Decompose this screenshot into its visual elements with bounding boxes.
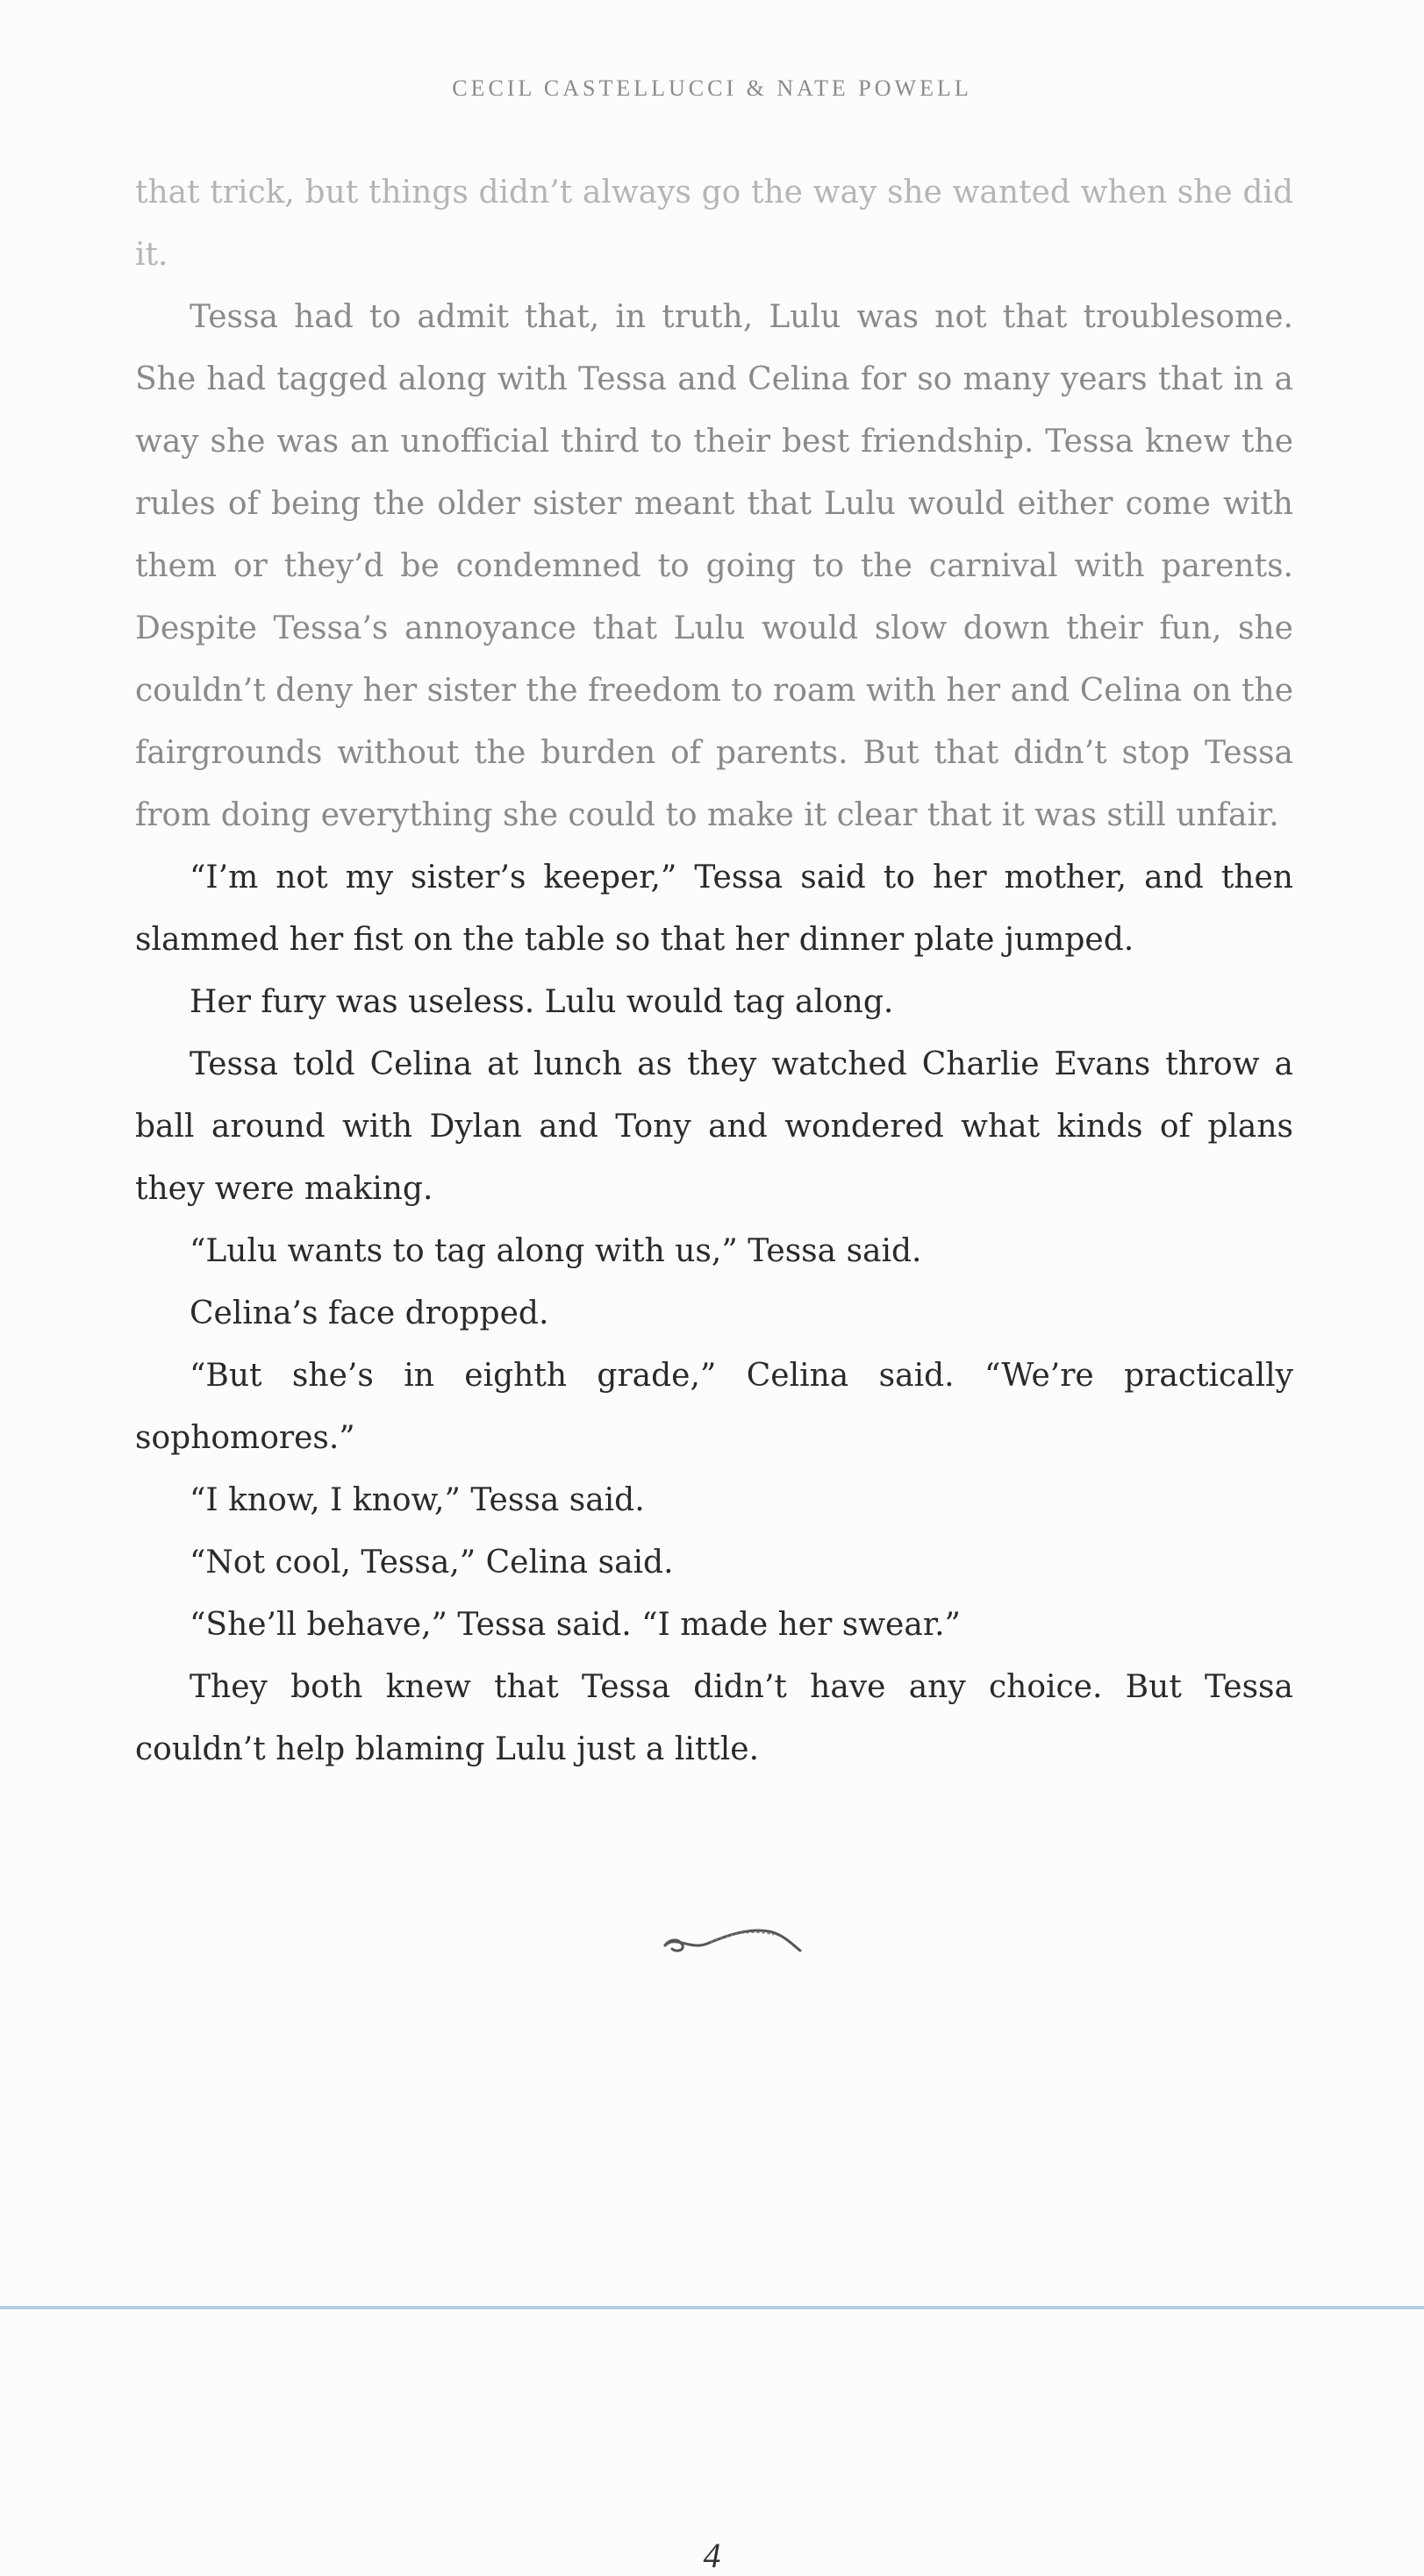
running-head: CECIL CASTELLUCCI & NATE POWELL <box>452 75 972 101</box>
paragraph-3: “I’m not my sister’s keeper,” Tessa said to her mother, and then slammed her fist on the table so that her dinner plate jumped. <box>135 860 1293 958</box>
body-text <box>135 161 1293 1780</box>
paragraph-4: Her fury was useless. Lulu would tag along. <box>190 984 894 1020</box>
paragraph-11: “She’ll behave,” Tessa said. “I made her swear.” <box>190 1607 961 1643</box>
page-number: 4 <box>703 2536 721 2575</box>
paragraph-8: “But she’s in eighth grade,” Celina said. “We’re practically sophomores.” <box>135 1358 1293 1456</box>
paragraph-12: They both knew that Tessa didn’t have any choice. But Tessa couldn’t help blaming Lulu just a little. <box>135 1669 1293 1767</box>
paragraph-5: Tessa told Celina at lunch as they watched Charlie Evans throw a ball around with Dylan and Tony and wondered what kinds of plans they were making. <box>135 1046 1293 1207</box>
paragraph-1: that trick, but things didn’t always go the way she wanted when she did it. <box>135 175 1293 273</box>
paragraph-7: Celina’s face dropped. <box>190 1295 549 1331</box>
paragraph-9: “I know, I know,” Tessa said. <box>190 1482 645 1518</box>
swash-ornament-icon <box>658 1912 807 1965</box>
paragraph-2: Tessa had to admit that, in truth, Lulu was not that troublesome. She had tagged along with Tessa and Celina for so many years that in a way she was an unofficial third to their best friendship. Tessa knew the rules of being the older sister meant that Lulu would either come with them or they’d be condemned to going to the carnival with parents. Despite Tessa’s annoyance that Lulu would slow down their fun, she couldn’t deny her sister the freedom to roam with her and Celina on the fairgrounds without the burden of parents. But that didn’t stop Tessa from doing everything she could to make it clear that it was still unfair. <box>135 299 1293 833</box>
paragraph-10: “Not cool, Tessa,” Celina said. <box>190 1545 674 1581</box>
paragraph-6: “Lulu wants to tag along with us,” Tessa said. <box>190 1233 922 1269</box>
page-bottom-edge <box>0 2306 1424 2309</box>
